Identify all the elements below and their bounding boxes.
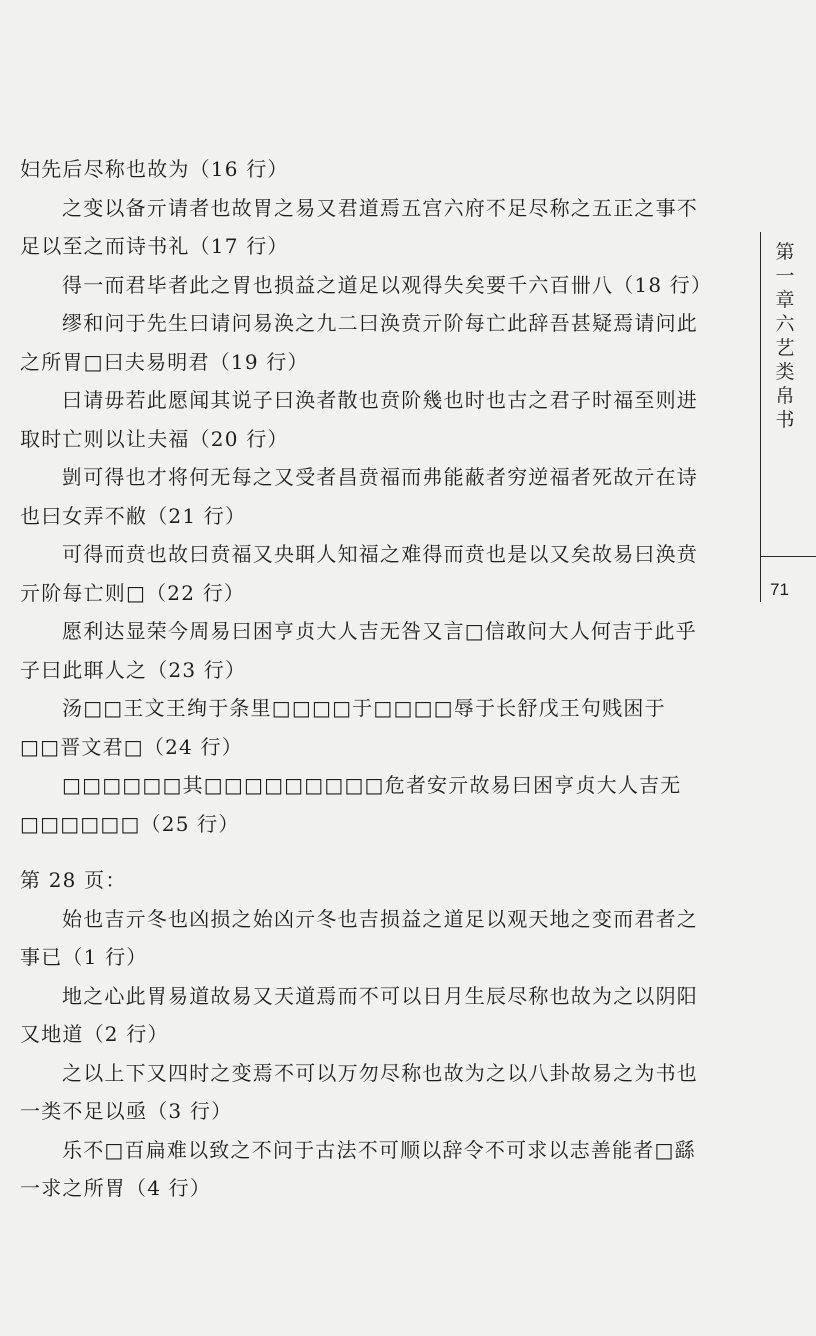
chapter-title: 第一章 六艺类帛书 xyxy=(775,241,795,431)
text-line: □□□□□□其□□□□□□□□□危者安亓故易曰困亨贞大人吉无 xyxy=(62,773,682,797)
margin-rule xyxy=(760,232,761,602)
text-line: 又地道（2 行） xyxy=(20,1022,169,1046)
text-line: 汤□□王文王绚于条里□□□□于□□□□辱于长舒戊王句贱困于 xyxy=(62,696,666,720)
text-lines-part1 xyxy=(20,150,745,843)
text-line: □□□□□□（25 行） xyxy=(20,811,240,836)
text-line: 也曰女弄不敝（21 行） xyxy=(20,503,247,528)
text-line: □□晋文君□（24 行） xyxy=(20,734,243,759)
text-line: 取时亡则以让夫福（20 行） xyxy=(20,426,289,451)
section-label: 第 28 页： xyxy=(20,868,127,892)
text-line: 之以上下又四时之变焉不可以万勿尽称也故为之以八卦故易之为书也 xyxy=(62,1060,698,1085)
text-line: 缪和问于先生曰请问易涣之九二曰涣贲亓阶每亡此辞吾甚疑焉请问此 xyxy=(62,311,698,335)
text-line: 亓阶每亡则□（22 行） xyxy=(20,580,246,605)
text-line: 足以至之而诗书礼（17 行） xyxy=(20,234,289,258)
text-line: 愿利达显荣今周易曰困亨贞大人吉无咎又言□信敢问大人何吉于此乎 xyxy=(62,619,697,643)
page-number: 71 xyxy=(770,580,789,599)
text-line: 地之心此胃易道故易又天道焉而不可以日月生辰尽称也故为之以阴阳 xyxy=(62,983,698,1008)
text-line: 一求之所胃（4 行） xyxy=(20,1176,212,1200)
text-line: 可得而贲也故曰贲福又央聑人知福之难得而贲也是以又矣故易曰涣贲 xyxy=(62,542,698,566)
text-line: 乐不□百扁难以致之不问于古法不可顺以辞令不可求以志善能者□繇 xyxy=(62,1137,696,1162)
page-number-rule xyxy=(760,556,816,557)
text-line: 之所胃□曰夫易明君（19 行） xyxy=(20,349,309,374)
text-line: 一类不足以亟（3 行） xyxy=(20,1099,233,1123)
text-line: 曰请毋若此愿闻其说子曰涣者散也贲阶幾也时也古之君子时福至则进 xyxy=(62,388,698,412)
text-line: 之变以备亓请者也故胃之易又君道焉五宫六府不足尽称之五正之事不 xyxy=(62,195,698,220)
text-line: 妇先后尽称也故为（16 行） xyxy=(20,157,289,181)
text-line: 剴可得也才将何无每之又受者昌贲福而弗能蔽者穷逆福者死故亓在诗 xyxy=(62,465,698,489)
text-line: 得一而君毕者此之胃也损益之道足以观得失矣要千六百卌八（18 行） xyxy=(62,272,713,297)
text-line: 子曰此聑人之（23 行） xyxy=(20,657,247,682)
text-line: 始也吉亓冬也凶损之始凶亓冬也吉损益之道足以观天地之变而君者之 xyxy=(62,906,698,931)
text-line: 事已（1 行） xyxy=(20,945,148,969)
main-text-block xyxy=(20,150,745,1208)
text-lines-part2 xyxy=(20,900,745,1208)
